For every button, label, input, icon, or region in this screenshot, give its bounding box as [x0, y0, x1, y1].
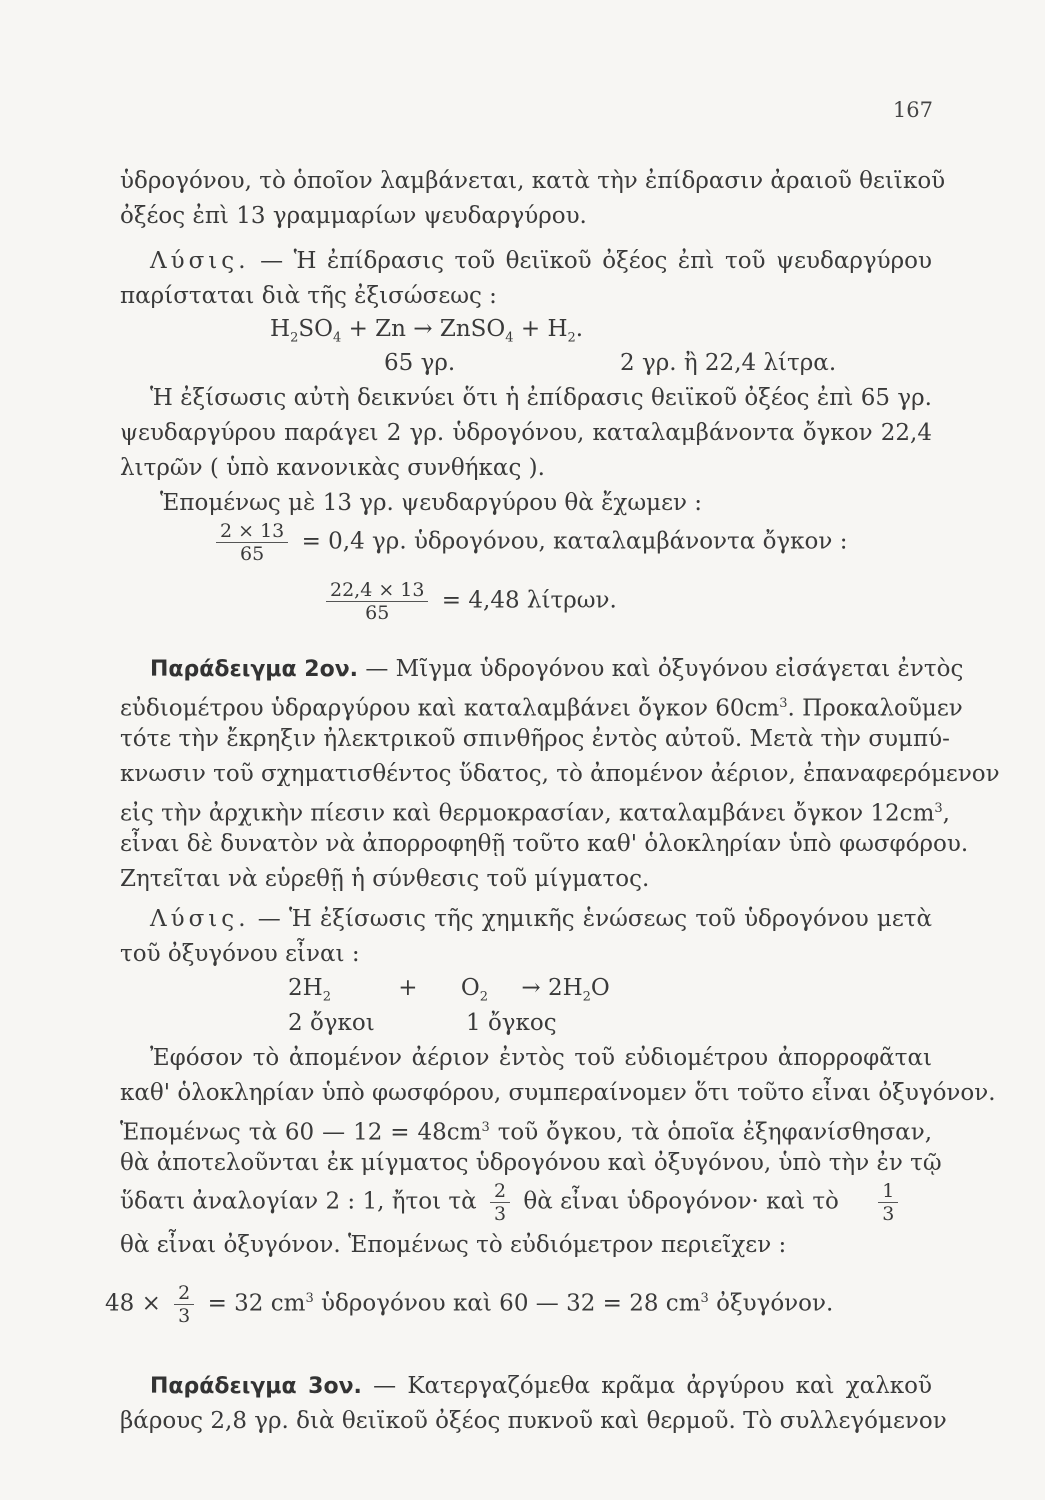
text-line: λιτρῶν ( ὑπὸ κανονικὰς συνθήκας ). [120, 455, 545, 481]
text-line: κνωσιν τοῦ σχηματισθέντος ὕδατος, τὸ ἀπομένον ἀέριον, ἐπαναφερόμενον [120, 761, 1000, 787]
arrow-icon: → [413, 316, 433, 342]
text-line: Ζητεῖται νὰ εὑρεθῇ ἡ σύνθεσις τοῦ μίγματος. [120, 866, 650, 892]
text-line: θὰ ἀποτελοῦνται ἐκ μίγματος ὑδρογόνου καὶ ὀξυγόνου, ὑπὸ τὴν ἐν τῷ [120, 1150, 942, 1176]
text-line [150, 246, 932, 276]
text-line: ψευδαργύρου παράγει 2 γρ. ὑδρογόνου, καταλαμβάνοντα ὄγκον 22,4 [120, 420, 932, 446]
fraction: $\frac{1}{3}$ [878, 1180, 898, 1225]
page-number: 167 [892, 98, 933, 122]
equation-2: $2H_2 + O_2 \to 2H_2O$ [288, 975, 610, 1005]
text-line: εἰς τὴν ἀρχικὴν πίεσιν καὶ θερμοκρασίαν, καταλαμβάνει ὄγκον $12cm^3$, [120, 800, 950, 827]
text-line: Παράδειγμα 3ον. — Κατεργαζόμεθα κρᾶμα ἀργύρου καὶ χαλκοῦ [150, 1373, 933, 1399]
equation-2-note-left: 2 ὄγκοι [288, 1010, 375, 1036]
text-line: ὕδατι ἀναλογίαν 2 : 1, ἤτοι τὰ $\frac{2}{3}$ θὰ εἶναι ὑδρογόνον· καὶ τὸ $\frac{1}{3}$ [120, 1180, 904, 1225]
text-line: θὰ εἶναι ὀξυγόνον. Ἑπομένως τὸ εὐδιόμετρον περιεῖχεν : [120, 1232, 787, 1258]
example-2-heading: Παράδειγμα 2ον. [150, 657, 359, 682]
text-line: τότε τὴν ἔκρηξιν ἠλεκτρικοῦ σπινθῆρος ἐντὸς αὐτοῦ. Μετὰ τὴν συμπύ- [120, 726, 950, 752]
text-line: 48 × $\frac{2}{3}$ = 32 $cm^3$ ὑδρογόνου καὶ 60 — 32 = 28 $cm^3$ ὀξυγόνον. [105, 1282, 834, 1327]
fraction: $\frac{22,4 \times 13}{65}$ [326, 579, 428, 624]
text-line: Ἡ ἐξίσωσις αὐτὴ δεικνύει ὅτι ἡ ἐπίδρασις θειϊκοῦ ὀξέος ἐπὶ 65 γρ. [150, 385, 932, 411]
text-span: — Ἡ ἐπίδρασις τοῦ θειϊκοῦ ὀξέος ἐπὶ τοῦ ψευδαργύρου [260, 248, 932, 274]
arrow-icon: → [521, 975, 541, 1001]
equation-1: $H_2SO_4 + Zn$ → ZnSO$_4$ + $H_2$. [270, 316, 584, 346]
fraction-line-1: $\frac{2 \times 13}{65}$ = 0,4 γρ. ὑδρογόνου, καταλαμβάνοντα ὄγκον : [210, 520, 847, 565]
equation-1-note-left: 65 γρ. [384, 350, 456, 376]
text-line: βάρους 2,8 γρ. διὰ θειϊκοῦ ὀξέος πυκνοῦ καὶ θερμοῦ. Τὸ συλλεγόμενον [120, 1408, 947, 1434]
text-line: καθ' ὁλοκληρίαν ὑπὸ φωσφόρου, συμπεραίνομεν ὅτι τοῦτο εἶναι ὀξυγόνον. [120, 1080, 996, 1106]
text-line: εἶναι δὲ δυνατὸν νὰ ἀπορροφηθῇ τοῦτο καθ' ὁλοκληρίαν ὑπὸ φωσφόρου. [120, 831, 969, 857]
text-line: παρίσταται διὰ τῆς ἐξισώσεως : [120, 283, 497, 309]
text-line: Ἑπομένως τὰ 60 — $12 = 48cm^3$ τοῦ ὄγκου, τὰ ὁποῖα ἐξηφανίσθησαν, [120, 1119, 932, 1146]
text-line: Παράδειγμα 2ον. — Μῖγμα ὑδρογόνου καὶ ὀξυγόνου εἰσάγεται ἐντὸς [150, 656, 964, 682]
fraction-line-2: $\frac{22,4 \times 13}{65}$ = 4,48 λίτρων. [320, 579, 617, 624]
solution-label: Λύσις. [150, 906, 250, 932]
equation-1-note-right: 2 γρ. ἢ 22,4 λίτρα. [620, 350, 837, 376]
text-line: Λύσις. — Ἡ ἐξίσωσις τῆς χημικῆς ἑνώσεως τοῦ ὑδρογόνου μετὰ [150, 906, 933, 932]
fraction: $\frac{2}{3}$ [490, 1180, 510, 1225]
text-line: τοῦ ὀξυγόνου εἶναι : [120, 941, 360, 967]
equation-2-note-right: 1 ὄγκος [466, 1010, 557, 1036]
text-line: εὐδιομέτρου ὑδραργύρου καὶ καταλαμβάνει ὄγκον $60cm^3$. Προκαλοῦμεν [120, 695, 963, 722]
fraction: $\frac{2 \times 13}{65}$ [216, 520, 288, 565]
fraction: $\frac{2}{3}$ [174, 1282, 194, 1327]
text-line: ὑδρογόνου, τὸ ὁποῖον λαμβάνεται, κατὰ τὴν ἐπίδρασιν ἀραιοῦ θειϊκοῦ [120, 168, 946, 194]
text-line: Ἐφόσον τὸ ἀπομένον ἀέριον ἐντὸς τοῦ εὐδιομέτρου ἀπορροφᾶται [150, 1045, 932, 1071]
example-3-heading: Παράδειγμα 3ον. [150, 1374, 362, 1399]
solution-label: Λύσις. [150, 248, 250, 274]
text-line: Ἑπομένως μὲ 13 γρ. ψευδαργύρου θὰ ἔχωμεν : [160, 490, 703, 516]
text-line: ὀξέος ἐπὶ 13 γραμμαρίων ψευδαργύρου. [120, 203, 587, 229]
